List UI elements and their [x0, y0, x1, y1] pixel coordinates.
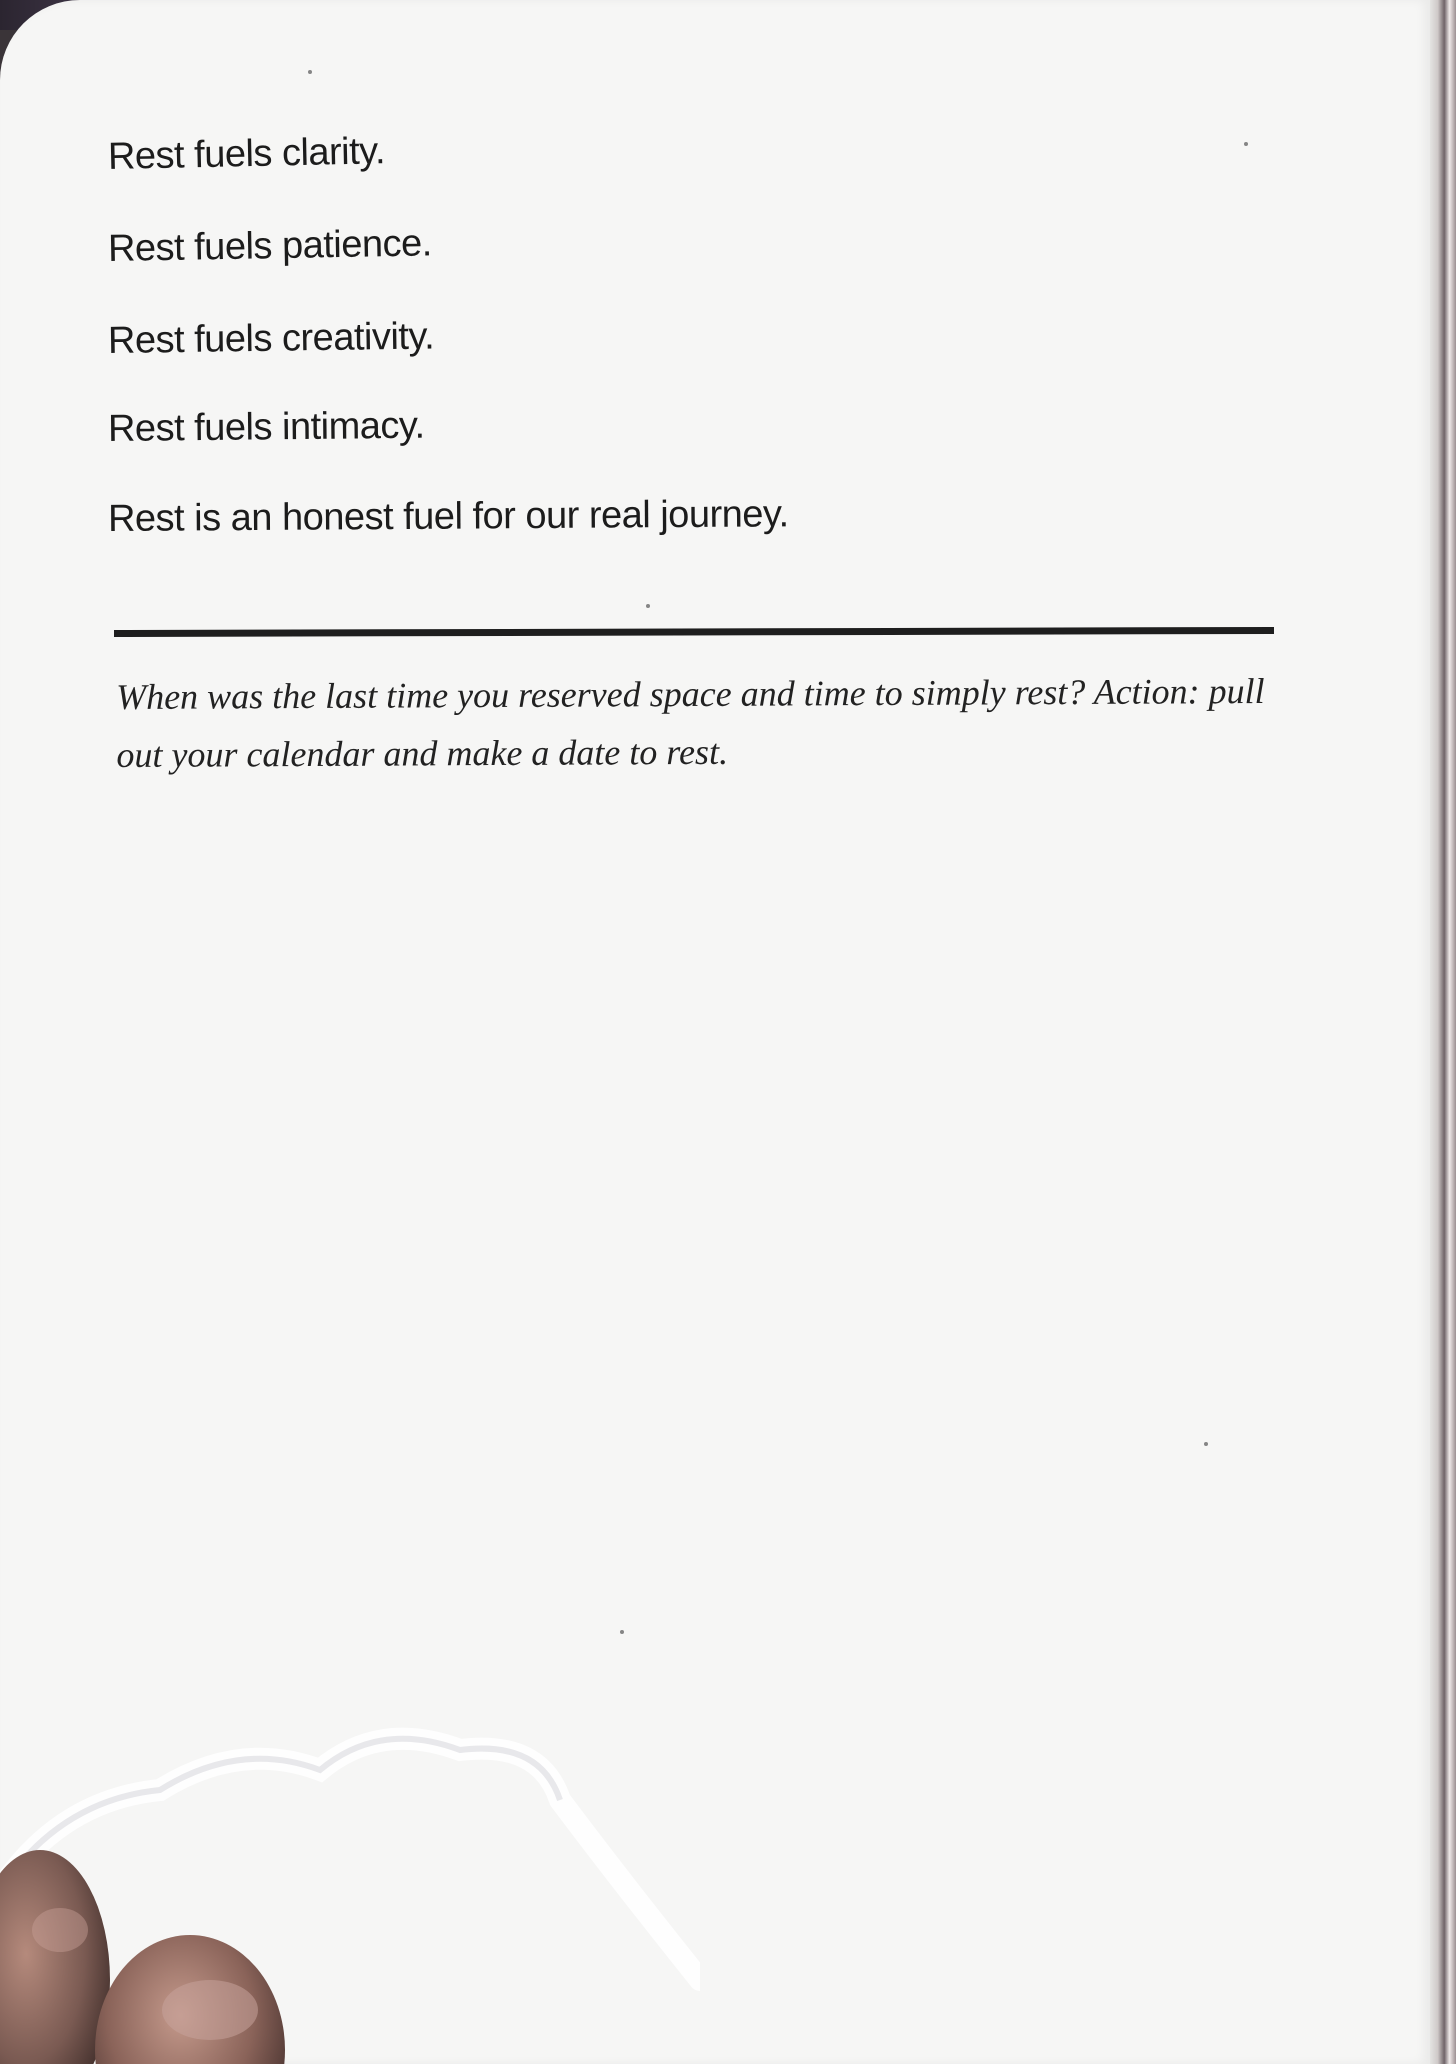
- paper-speck: [1244, 142, 1248, 146]
- paper-speck: [308, 70, 312, 74]
- divider-rule: [114, 627, 1274, 637]
- paper-speck: [646, 604, 650, 608]
- text-line-3: Rest fuels creativity.: [107, 315, 435, 362]
- paper-speck: [1204, 1442, 1208, 1446]
- reflection-prompt: When was the last time you reserved space and time to simply rest? Action: pull out your calendar and make a date to rest.: [116, 670, 1265, 775]
- thumb-finger-image: [0, 1680, 700, 2064]
- text-line-4: Rest fuels intimacy.: [107, 404, 425, 450]
- text-line-1: Rest fuels clarity.: [107, 130, 386, 178]
- page-edge: [1430, 0, 1456, 2064]
- paper-speck: [620, 1630, 624, 1634]
- text-line-5: Rest is an honest fuel for our real journey.: [107, 493, 789, 540]
- text-line-2: Rest fuels patience.: [107, 222, 433, 270]
